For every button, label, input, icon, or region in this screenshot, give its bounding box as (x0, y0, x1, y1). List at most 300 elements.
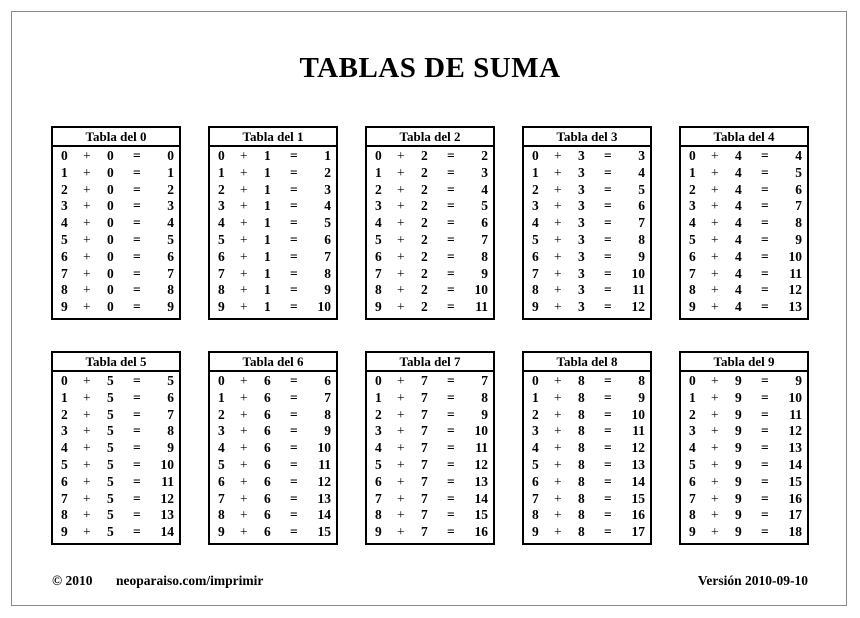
addend-a: 1 (61, 164, 68, 180)
plus-sign: + (397, 373, 405, 388)
addend-a: 7 (532, 265, 539, 281)
sum-result: 16 (788, 490, 802, 506)
website-link[interactable]: neoparaiso.com/imprimir (116, 573, 264, 588)
equals-sign: = (761, 198, 769, 214)
addend-a: 5 (689, 231, 696, 247)
addend-a: 6 (689, 248, 696, 264)
sum-result: 4 (638, 164, 645, 180)
equals-sign: = (133, 423, 141, 439)
table-row (53, 524, 179, 541)
addend-b: 8 (578, 373, 585, 388)
addend-b: 5 (107, 389, 114, 405)
sum-result: 13 (788, 299, 802, 315)
table-header: Tabla del 1 (210, 128, 336, 147)
equals-sign: = (604, 373, 612, 388)
sum-result: 12 (631, 440, 645, 456)
addend-a: 5 (532, 231, 539, 247)
sum-result: 6 (324, 373, 331, 388)
addend-a: 1 (532, 164, 539, 180)
addend-a: 1 (218, 389, 225, 405)
sum-result: 9 (481, 265, 488, 281)
addend-a: 2 (375, 406, 382, 422)
plus-sign: + (397, 389, 405, 405)
addend-b: 3 (578, 299, 585, 315)
addend-a: 4 (375, 440, 382, 456)
table-row (210, 282, 336, 299)
plus-sign: + (554, 406, 562, 422)
addend-b: 2 (421, 181, 428, 197)
plus-sign: + (397, 507, 405, 523)
equals-sign: = (761, 231, 769, 247)
sum-result: 4 (167, 215, 174, 231)
sum-result: 14 (474, 490, 488, 506)
plus-sign: + (397, 473, 405, 489)
addend-b: 5 (107, 473, 114, 489)
equals-sign: = (447, 164, 455, 180)
equals-sign: = (604, 524, 612, 540)
addend-a: 3 (218, 423, 225, 439)
sum-result: 9 (324, 282, 331, 298)
addend-a: 7 (61, 490, 68, 506)
addend-a: 3 (689, 423, 696, 439)
addend-a: 4 (532, 440, 539, 456)
table-row (210, 491, 336, 508)
equals-sign: = (447, 231, 455, 247)
addend-a: 5 (61, 456, 68, 472)
sum-result: 10 (631, 265, 645, 281)
addend-b: 9 (735, 373, 742, 388)
sum-result: 15 (474, 507, 488, 523)
addend-b: 2 (421, 282, 428, 298)
plus-sign: + (711, 524, 719, 540)
plus-sign: + (240, 389, 248, 405)
addend-b: 5 (107, 456, 114, 472)
addend-b: 1 (264, 181, 271, 197)
table-row (53, 182, 179, 199)
equals-sign: = (761, 490, 769, 506)
plus-sign: + (397, 181, 405, 197)
sum-result: 16 (631, 507, 645, 523)
sum-result: 7 (481, 373, 488, 388)
table-row (210, 215, 336, 232)
table-row (210, 524, 336, 541)
sum-result: 13 (160, 507, 174, 523)
equals-sign: = (133, 164, 141, 180)
addend-a: 1 (689, 389, 696, 405)
addend-a: 5 (375, 231, 382, 247)
table-row (210, 165, 336, 182)
sum-result: 1 (324, 148, 331, 163)
equals-sign: = (447, 148, 455, 163)
table-header: Tabla del 9 (681, 353, 807, 372)
sum-result: 11 (475, 299, 488, 315)
table-row (681, 373, 807, 390)
plus-sign: + (83, 473, 91, 489)
equals-sign: = (290, 490, 298, 506)
sum-result: 2 (167, 181, 174, 197)
table-row (367, 232, 493, 249)
sum-result: 3 (638, 148, 645, 163)
addend-a: 4 (532, 215, 539, 231)
plus-sign: + (83, 248, 91, 264)
table-row (367, 266, 493, 283)
sum-result: 2 (481, 148, 488, 163)
sum-result: 8 (481, 389, 488, 405)
table-row (53, 423, 179, 440)
plus-sign: + (83, 215, 91, 231)
addend-a: 4 (375, 215, 382, 231)
sum-result: 11 (318, 456, 331, 472)
sum-result: 15 (317, 524, 331, 540)
addition-table (679, 351, 809, 545)
plus-sign: + (240, 456, 248, 472)
plus-sign: + (83, 164, 91, 180)
plus-sign: + (240, 373, 248, 388)
table-row (367, 390, 493, 407)
plus-sign: + (83, 231, 91, 247)
table-row (367, 215, 493, 232)
addend-a: 2 (532, 181, 539, 197)
addend-a: 2 (375, 181, 382, 197)
plus-sign: + (711, 198, 719, 214)
plus-sign: + (711, 473, 719, 489)
table-row (210, 232, 336, 249)
sum-result: 5 (167, 373, 174, 388)
addend-a: 8 (532, 507, 539, 523)
sum-result: 7 (795, 198, 802, 214)
sum-result: 10 (317, 299, 331, 315)
equals-sign: = (290, 282, 298, 298)
addend-a: 3 (61, 198, 68, 214)
sum-result: 6 (638, 198, 645, 214)
addend-b: 0 (107, 282, 114, 298)
sum-result: 10 (788, 248, 802, 264)
sum-result: 3 (324, 181, 331, 197)
table-row (53, 299, 179, 316)
sum-result: 5 (324, 215, 331, 231)
plus-sign: + (397, 282, 405, 298)
table-row (210, 249, 336, 266)
table-row (524, 457, 650, 474)
addend-b: 7 (421, 406, 428, 422)
plus-sign: + (711, 148, 719, 163)
plus-sign: + (240, 181, 248, 197)
addend-a: 3 (532, 423, 539, 439)
table-rows (524, 372, 650, 541)
equals-sign: = (761, 265, 769, 281)
equals-sign: = (604, 231, 612, 247)
addend-a: 6 (532, 473, 539, 489)
addend-b: 3 (578, 198, 585, 214)
sum-result: 8 (324, 406, 331, 422)
equals-sign: = (761, 473, 769, 489)
sum-result: 9 (638, 389, 645, 405)
table-row (524, 266, 650, 283)
addend-a: 9 (61, 299, 68, 315)
sum-result: 9 (795, 373, 802, 388)
table-row (367, 165, 493, 182)
plus-sign: + (554, 440, 562, 456)
addend-b: 0 (107, 231, 114, 247)
addend-a: 7 (218, 490, 225, 506)
addend-b: 8 (578, 423, 585, 439)
addend-a: 4 (61, 215, 68, 231)
addend-a: 9 (689, 524, 696, 540)
addend-b: 8 (578, 406, 585, 422)
addend-a: 3 (61, 423, 68, 439)
equals-sign: = (290, 148, 298, 163)
plus-sign: + (711, 440, 719, 456)
plus-sign: + (83, 198, 91, 214)
table-row (681, 249, 807, 266)
equals-sign: = (447, 490, 455, 506)
addend-b: 9 (735, 524, 742, 540)
addend-b: 6 (264, 490, 271, 506)
equals-sign: = (447, 215, 455, 231)
equals-sign: = (604, 456, 612, 472)
plus-sign: + (711, 181, 719, 197)
plus-sign: + (711, 373, 719, 388)
equals-sign: = (447, 456, 455, 472)
table-row (524, 198, 650, 215)
table-header: Tabla del 3 (524, 128, 650, 147)
table-row (681, 266, 807, 283)
table-row (681, 299, 807, 316)
addend-b: 9 (735, 507, 742, 523)
addend-a: 3 (532, 198, 539, 214)
table-row (367, 491, 493, 508)
equals-sign: = (133, 524, 141, 540)
addend-b: 6 (264, 440, 271, 456)
table-row (210, 182, 336, 199)
sum-result: 7 (481, 231, 488, 247)
sum-result: 10 (788, 389, 802, 405)
equals-sign: = (604, 215, 612, 231)
addend-a: 6 (218, 473, 225, 489)
addition-table (679, 126, 809, 320)
addend-a: 1 (375, 389, 382, 405)
sum-result: 1 (167, 164, 174, 180)
table-row (367, 198, 493, 215)
table-row (367, 282, 493, 299)
addend-a: 8 (375, 507, 382, 523)
sum-result: 3 (167, 198, 174, 214)
sum-result: 4 (324, 198, 331, 214)
sum-result: 12 (631, 299, 645, 315)
table-row (681, 282, 807, 299)
addend-a: 8 (61, 507, 68, 523)
addend-a: 7 (689, 490, 696, 506)
table-row (210, 474, 336, 491)
equals-sign: = (604, 440, 612, 456)
plus-sign: + (711, 490, 719, 506)
addend-b: 1 (264, 265, 271, 281)
table-row (53, 232, 179, 249)
addend-b: 9 (735, 490, 742, 506)
table-row (681, 165, 807, 182)
plus-sign: + (240, 423, 248, 439)
sum-result: 5 (795, 164, 802, 180)
addend-a: 8 (61, 282, 68, 298)
plus-sign: + (554, 265, 562, 281)
addend-b: 1 (264, 299, 271, 315)
addend-b: 2 (421, 299, 428, 315)
equals-sign: = (447, 507, 455, 523)
sum-result: 15 (631, 490, 645, 506)
equals-sign: = (133, 299, 141, 315)
equals-sign: = (604, 282, 612, 298)
table-row (53, 266, 179, 283)
addition-table (365, 126, 495, 320)
sum-result: 15 (788, 473, 802, 489)
addend-a: 2 (689, 181, 696, 197)
addend-b: 8 (578, 440, 585, 456)
addend-b: 7 (421, 490, 428, 506)
equals-sign: = (133, 456, 141, 472)
table-row (53, 215, 179, 232)
addend-a: 2 (532, 406, 539, 422)
table-row (210, 148, 336, 165)
table-rows (367, 147, 493, 316)
addend-a: 5 (689, 456, 696, 472)
addend-a: 0 (61, 373, 68, 388)
table-row (524, 524, 650, 541)
addend-a: 1 (532, 389, 539, 405)
addend-b: 7 (421, 423, 428, 439)
sum-result: 8 (167, 423, 174, 439)
sum-result: 11 (632, 423, 645, 439)
equals-sign: = (604, 507, 612, 523)
addition-table (365, 351, 495, 545)
addend-a: 7 (689, 265, 696, 281)
table-row (53, 457, 179, 474)
equals-sign: = (761, 373, 769, 388)
plus-sign: + (397, 248, 405, 264)
addend-b: 1 (264, 198, 271, 214)
addend-b: 2 (421, 148, 428, 163)
addend-a: 2 (689, 406, 696, 422)
sum-result: 16 (474, 524, 488, 540)
plus-sign: + (711, 423, 719, 439)
addend-a: 4 (61, 440, 68, 456)
addend-a: 6 (61, 248, 68, 264)
sum-result: 17 (631, 524, 645, 540)
table-row (210, 423, 336, 440)
addend-a: 8 (532, 282, 539, 298)
equals-sign: = (290, 248, 298, 264)
table-row (524, 299, 650, 316)
sum-result: 9 (481, 406, 488, 422)
plus-sign: + (397, 456, 405, 472)
addend-a: 6 (532, 248, 539, 264)
table-row (681, 232, 807, 249)
plus-sign: + (83, 440, 91, 456)
plus-sign: + (240, 282, 248, 298)
addend-b: 9 (735, 389, 742, 405)
equals-sign: = (290, 231, 298, 247)
table-rows (210, 372, 336, 541)
addend-a: 8 (689, 282, 696, 298)
addend-b: 4 (735, 215, 742, 231)
table-row (524, 390, 650, 407)
sum-result: 5 (638, 181, 645, 197)
plus-sign: + (397, 524, 405, 540)
equals-sign: = (133, 389, 141, 405)
sum-result: 8 (795, 215, 802, 231)
plus-sign: + (554, 299, 562, 315)
addend-b: 4 (735, 181, 742, 197)
addend-b: 4 (735, 248, 742, 264)
plus-sign: + (554, 524, 562, 540)
sum-result: 8 (638, 373, 645, 388)
plus-sign: + (397, 231, 405, 247)
equals-sign: = (290, 440, 298, 456)
sum-result: 8 (324, 265, 331, 281)
addend-a: 5 (61, 231, 68, 247)
sum-result: 8 (638, 231, 645, 247)
addend-a: 9 (218, 299, 225, 315)
addend-b: 7 (421, 473, 428, 489)
sum-result: 10 (474, 423, 488, 439)
equals-sign: = (447, 248, 455, 264)
addend-a: 2 (61, 406, 68, 422)
sum-result: 3 (481, 164, 488, 180)
sum-result: 12 (788, 423, 802, 439)
table-row (681, 390, 807, 407)
equals-sign: = (761, 215, 769, 231)
table-row (524, 491, 650, 508)
equals-sign: = (290, 373, 298, 388)
table-rows (210, 147, 336, 316)
addend-a: 8 (375, 282, 382, 298)
table-row (53, 198, 179, 215)
table-header: Tabla del 2 (367, 128, 493, 147)
equals-sign: = (447, 265, 455, 281)
addend-a: 6 (218, 248, 225, 264)
table-row (524, 440, 650, 457)
addend-a: 3 (689, 198, 696, 214)
addend-a: 1 (375, 164, 382, 180)
addend-b: 0 (107, 181, 114, 197)
plus-sign: + (397, 198, 405, 214)
addend-b: 4 (735, 198, 742, 214)
table-header: Tabla del 0 (53, 128, 179, 147)
table-rows (681, 147, 807, 316)
table-header: Tabla del 5 (53, 353, 179, 372)
equals-sign: = (447, 181, 455, 197)
equals-sign: = (447, 282, 455, 298)
table-row (210, 390, 336, 407)
addend-b: 9 (735, 423, 742, 439)
addend-a: 6 (689, 473, 696, 489)
equals-sign: = (604, 389, 612, 405)
table-row (53, 165, 179, 182)
equals-sign: = (761, 406, 769, 422)
addend-a: 6 (375, 473, 382, 489)
table-row (524, 249, 650, 266)
addend-a: 6 (375, 248, 382, 264)
addend-b: 6 (264, 406, 271, 422)
equals-sign: = (761, 524, 769, 540)
table-row (367, 148, 493, 165)
sum-result: 6 (795, 181, 802, 197)
addend-b: 3 (578, 231, 585, 247)
equals-sign: = (761, 148, 769, 163)
plus-sign: + (554, 373, 562, 388)
addend-b: 6 (264, 373, 271, 388)
plus-sign: + (240, 490, 248, 506)
plus-sign: + (83, 507, 91, 523)
